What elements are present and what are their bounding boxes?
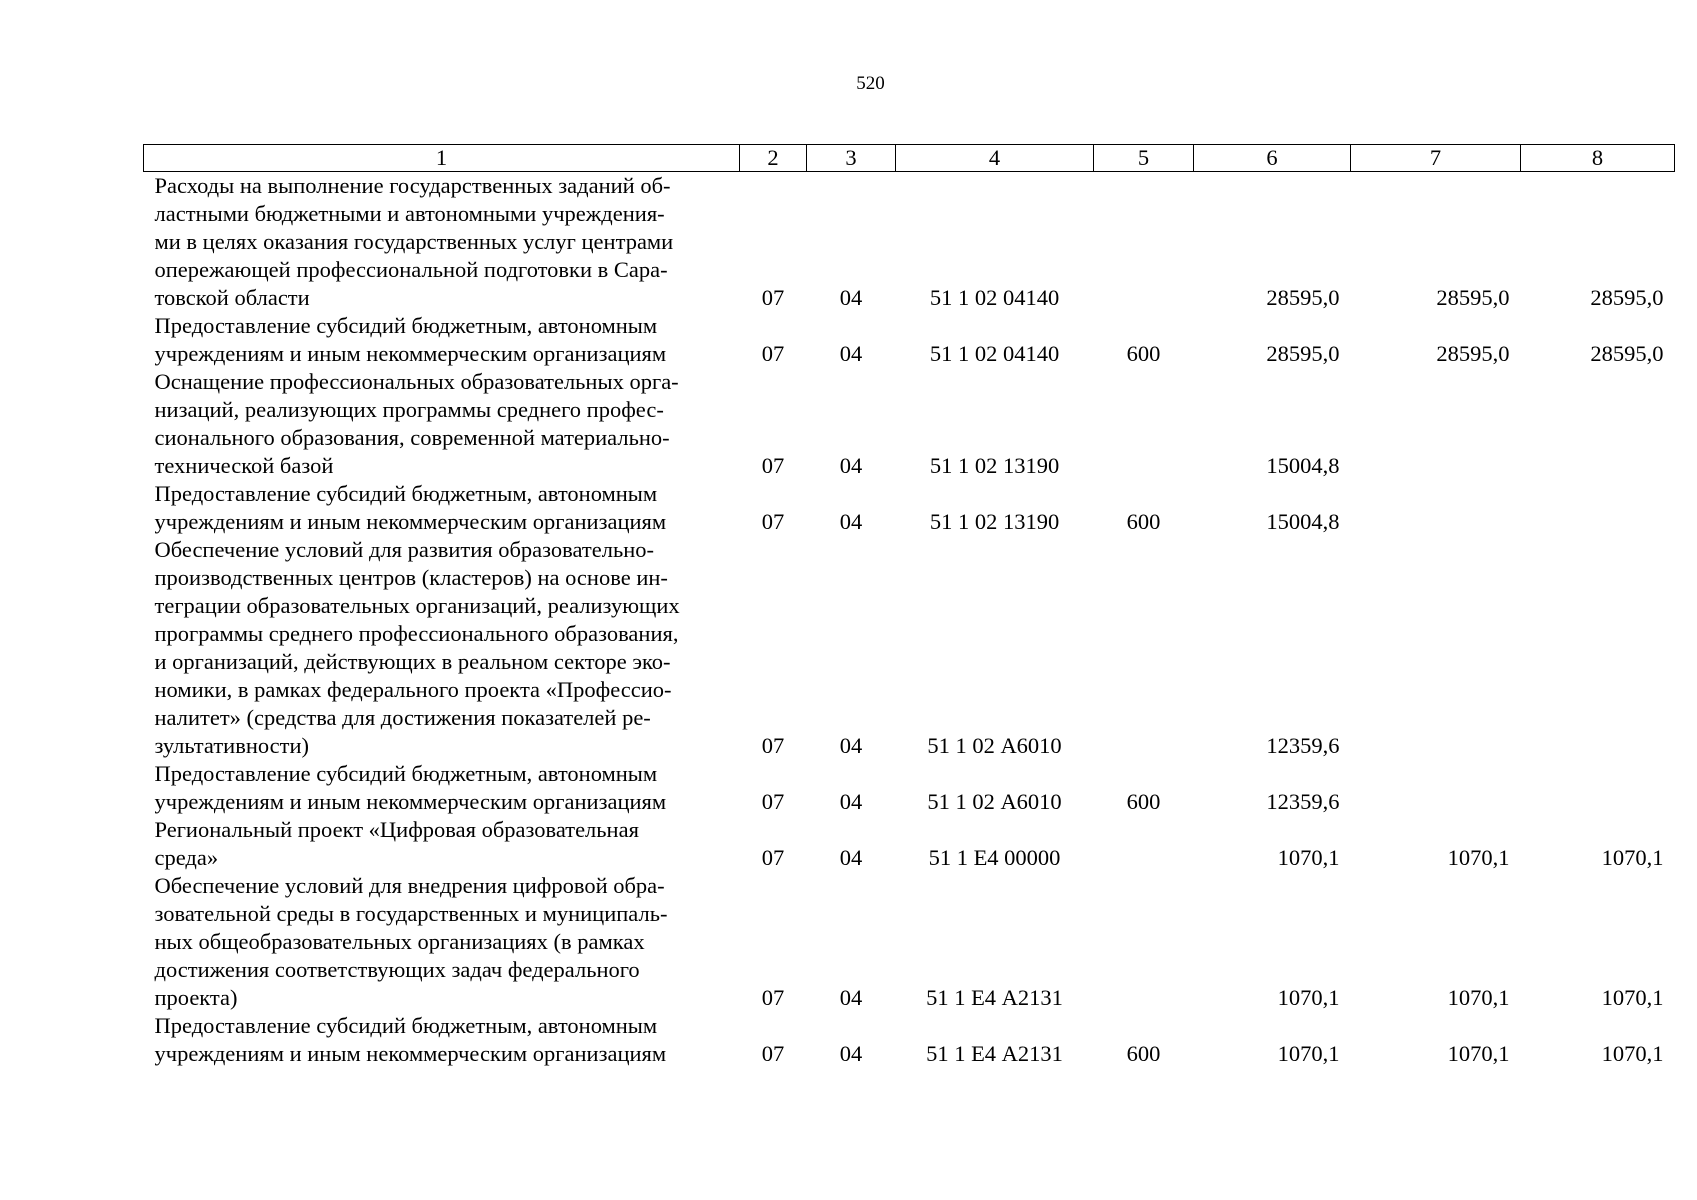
- column-header-5: 5: [1094, 145, 1194, 172]
- table-row: [144, 480, 1675, 536]
- column-header-1: 1: [144, 145, 740, 172]
- row-amount-8: 28595,0: [1590, 285, 1664, 310]
- row-amount-6: 28595,0: [1266, 341, 1340, 366]
- row-expense-type: [1094, 816, 1194, 872]
- row-target-code: 51 1 E4 00000: [928, 845, 1061, 870]
- row-subsection: 04: [839, 789, 863, 814]
- row-target-code: 51 1 02 13190: [929, 509, 1060, 534]
- table-row: [144, 312, 1675, 368]
- row-expense-type: [1094, 872, 1194, 1012]
- row-section: 07: [761, 453, 785, 478]
- row-subsection: 04: [839, 845, 863, 870]
- row-description: Региональный проект «Цифровая образовательная среда»: [154, 817, 639, 870]
- row-section: 07: [761, 1041, 785, 1066]
- row-amount-7: [1351, 368, 1521, 480]
- row-target-code: 51 1 02 А6010: [927, 733, 1062, 758]
- row-target-code: 51 1 02 04140: [929, 341, 1060, 366]
- row-amount-8: [1521, 760, 1675, 816]
- table-row: [144, 172, 1675, 313]
- row-target-code: 51 1 E4 А2131: [926, 985, 1063, 1010]
- column-header-7: 7: [1351, 145, 1521, 172]
- column-header-4: 4: [896, 145, 1094, 172]
- table-row: [144, 536, 1675, 760]
- row-amount-6: 1070,1: [1277, 845, 1340, 870]
- row-amount-8: 1070,1: [1601, 985, 1664, 1010]
- row-amount-8: [1521, 536, 1675, 760]
- row-subsection: 04: [839, 1041, 863, 1066]
- table-row: [144, 1012, 1675, 1068]
- column-header-8: 8: [1521, 145, 1675, 172]
- row-amount-8: [1521, 368, 1675, 480]
- row-section: 07: [761, 985, 785, 1010]
- row-amount-7: 1070,1: [1447, 1041, 1510, 1066]
- row-amount-7: [1351, 480, 1521, 536]
- row-description: Расходы на выполнение государственных заданий об- ластными бюджетными и автономными учреждения- ми в целях оказания государственных услуг центрами опережающей профессиональной подготовки в Сара- товской области: [154, 173, 674, 310]
- column-header-3: 3: [807, 145, 896, 172]
- row-description: Предоставление субсидий бюджетным, автономным учреждениям и иным некоммерческим организациям: [154, 1013, 667, 1066]
- row-subsection: 04: [839, 285, 863, 310]
- row-amount-7: 1070,1: [1447, 985, 1510, 1010]
- row-amount-7: [1351, 536, 1521, 760]
- row-expense-type: [1094, 368, 1194, 480]
- row-expense-type: [1094, 536, 1194, 760]
- row-section: 07: [761, 845, 785, 870]
- row-section: 07: [761, 285, 785, 310]
- page-number: 520: [856, 73, 885, 94]
- row-subsection: 04: [839, 453, 863, 478]
- row-section: 07: [761, 509, 785, 534]
- column-header-6: 6: [1194, 145, 1351, 172]
- row-expense-type: 600: [1126, 509, 1161, 534]
- row-subsection: 04: [839, 985, 863, 1010]
- row-amount-6: 15004,8: [1266, 453, 1340, 478]
- row-amount-6: 12359,6: [1266, 789, 1340, 814]
- row-amount-6: 1070,1: [1277, 1041, 1340, 1066]
- budget-table: [143, 144, 1675, 1068]
- row-subsection: 04: [839, 509, 863, 534]
- row-target-code: 51 1 02 04140: [929, 285, 1060, 310]
- row-description: Оснащение профессиональных образовательных орга- низаций, реализующих программы среднего профес- сионального образования, современной материально- технической базой: [154, 369, 679, 478]
- row-amount-8: 1070,1: [1601, 845, 1664, 870]
- row-subsection: 04: [839, 733, 863, 758]
- row-amount-8: [1521, 480, 1675, 536]
- row-expense-type: 600: [1126, 789, 1161, 814]
- row-amount-7: 28595,0: [1436, 285, 1510, 310]
- row-amount-6: 1070,1: [1277, 985, 1340, 1010]
- row-target-code: 51 1 02 А6010: [927, 789, 1062, 814]
- row-target-code: 51 1 02 13190: [929, 453, 1060, 478]
- row-description: Обеспечение условий для внедрения цифровой обра- зовательной среды в государственных и муниципаль- ных общеобразовательных организациях (в рамках достижения соответствующих задач федерального проекта): [154, 873, 668, 1010]
- table-row: [144, 760, 1675, 816]
- row-amount-7: 28595,0: [1436, 341, 1510, 366]
- row-expense-type: 600: [1126, 341, 1161, 366]
- row-amount-6: 12359,6: [1266, 733, 1340, 758]
- row-description: Предоставление субсидий бюджетным, автономным учреждениям и иным некоммерческим организациям: [154, 761, 667, 814]
- row-expense-type: [1094, 172, 1194, 313]
- table-header-row: [144, 145, 1675, 172]
- row-section: 07: [761, 341, 785, 366]
- row-section: 07: [761, 789, 785, 814]
- column-header-2: 2: [740, 145, 807, 172]
- row-amount-7: [1351, 760, 1521, 816]
- row-description: Предоставление субсидий бюджетным, автономным учреждениям и иным некоммерческим организациям: [154, 481, 667, 534]
- row-amount-8: 28595,0: [1590, 341, 1664, 366]
- row-description: Обеспечение условий для развития образовательно- производственных центров (кластеров) на основе ин- теграции образовательных организаций, реализующих программы среднего профессионального образования, и организаций, действующих в реальном секторе эко- номики, в рамках федерального проекта «Профессио- налитет» (средства для достижения показателей ре- зультативности): [154, 537, 680, 758]
- row-amount-6: 28595,0: [1266, 285, 1340, 310]
- row-expense-type: 600: [1126, 1041, 1161, 1066]
- row-section: 07: [761, 733, 785, 758]
- table-row: [144, 368, 1675, 480]
- table-row: [144, 816, 1675, 872]
- row-amount-6: 15004,8: [1266, 509, 1340, 534]
- row-amount-8: 1070,1: [1601, 1041, 1664, 1066]
- row-subsection: 04: [839, 341, 863, 366]
- table-row: [144, 872, 1675, 1012]
- row-target-code: 51 1 E4 А2131: [926, 1041, 1063, 1066]
- row-description: Предоставление субсидий бюджетным, автономным учреждениям и иным некоммерческим организациям: [154, 313, 667, 366]
- row-amount-7: 1070,1: [1447, 845, 1510, 870]
